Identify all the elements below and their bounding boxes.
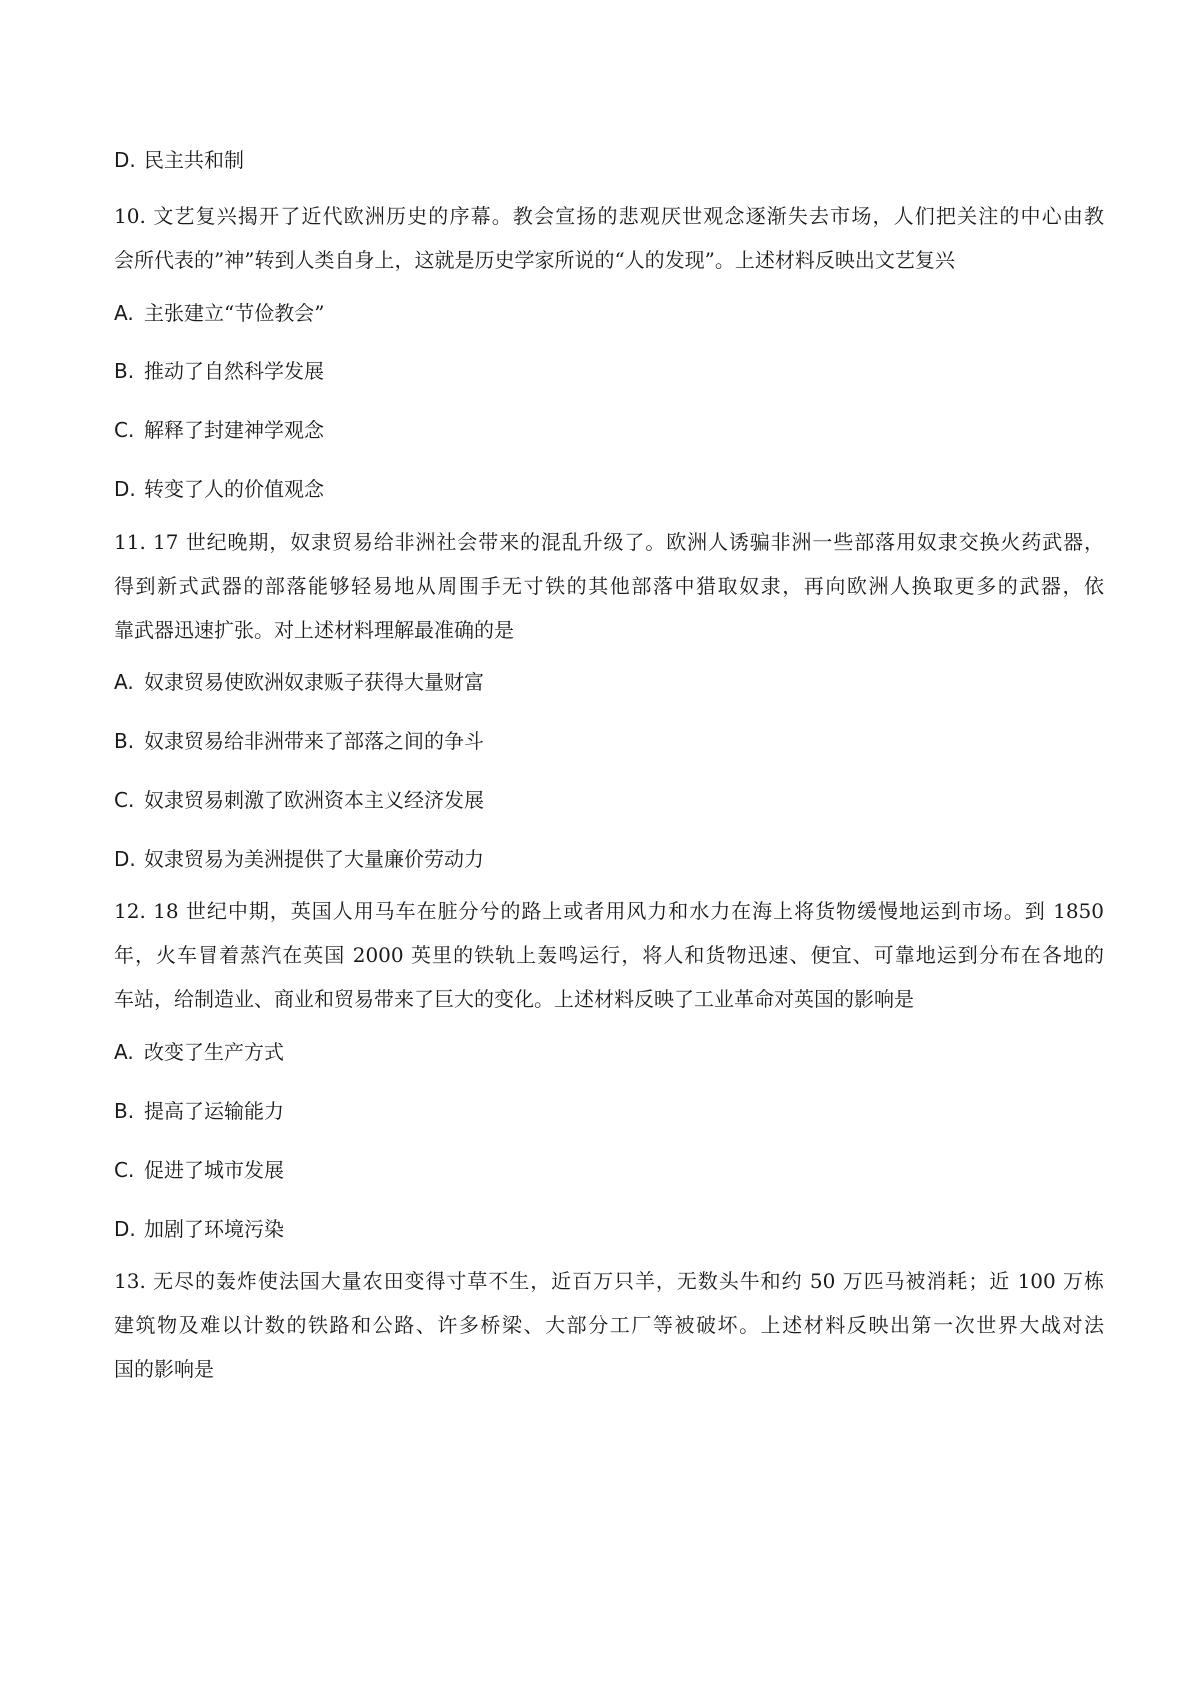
q12-option-c bbox=[114, 1156, 1104, 1184]
q10-option-b bbox=[114, 357, 1104, 385]
option-text: 提高了运输能力 bbox=[144, 1099, 284, 1123]
option-text: 奴隶贸易刺激了欧洲资本主义经济发展 bbox=[144, 788, 484, 812]
option-text: 促进了城市发展 bbox=[144, 1158, 284, 1182]
q10-option-a bbox=[114, 299, 1104, 327]
option-letter: C. bbox=[114, 418, 135, 442]
q11-option-c bbox=[114, 786, 1104, 814]
option-letter: B. bbox=[114, 359, 135, 383]
q12-option-b bbox=[114, 1097, 1104, 1125]
option-letter: A. bbox=[114, 1040, 134, 1064]
option-letter: C. bbox=[114, 1158, 135, 1182]
option-letter: A. bbox=[114, 670, 134, 694]
q11-option-a bbox=[114, 668, 1104, 696]
q10-stem-line-2: 会所代表的”神”转到人类自身上，这就是历史学家所说的“人的发现”。上述材料反映出文艺复兴 bbox=[114, 248, 955, 272]
q9-option-d bbox=[114, 146, 1104, 174]
q10-option-c bbox=[114, 416, 1104, 444]
q12-option-a bbox=[114, 1038, 1104, 1066]
q11-stem-line-1: 11. 17 世纪晚期，奴隶贸易给非洲社会带来的混乱升级了。欧洲人诱骗非洲一些部落用奴隶交换火药武器， bbox=[114, 530, 1104, 554]
q11-stem-line-3: 靠武器迅速扩张。对上述材料理解最准确的是 bbox=[114, 618, 514, 642]
q12-option-d bbox=[114, 1215, 1104, 1243]
q11-option-b bbox=[114, 727, 1104, 755]
q11-stem-line-2: 得到新式武器的部落能够轻易地从周围手无寸铁的其他部落中猎取奴隶，再向欧洲人换取更多的武器，依 bbox=[114, 574, 1104, 598]
option-letter: B. bbox=[114, 1099, 135, 1123]
option-text: 主张建立“节俭教会” bbox=[144, 301, 325, 325]
option-letter: B. bbox=[114, 729, 135, 753]
q13-stem-line-1: 13. 无尽的轰炸使法国大量农田变得寸草不生，近百万只羊，无数头牛和约 50 万匹马被消耗；近 100 万栋 bbox=[114, 1269, 1104, 1293]
option-letter: C. bbox=[114, 788, 135, 812]
q13-stem-line-3: 国的影响是 bbox=[114, 1357, 214, 1381]
q13-stem-line-2: 建筑物及难以计数的铁路和公路、许多桥梁、大部分工厂等被破坏。上述材料反映出第一次世界大战对法 bbox=[114, 1313, 1104, 1337]
option-letter: A. bbox=[114, 301, 134, 325]
q10-stem-line-1: 10. 文艺复兴揭开了近代欧洲历史的序幕。教会宣扬的悲观厌世观念逐渐失去市场，人们把关注的中心由教 bbox=[114, 204, 1104, 228]
q12-stem-line-2: 年，火车冒着蒸汽在英国 2000 英里的铁轨上轰鸣运行，将人和货物迅速、便宜、可靠地运到分布在各地的 bbox=[114, 943, 1104, 967]
option-text: 推动了自然科学发展 bbox=[144, 359, 324, 383]
option-text: 奴隶贸易为美洲提供了大量廉价劳动力 bbox=[144, 847, 484, 871]
option-text: 奴隶贸易使欧洲奴隶贩子获得大量财富 bbox=[144, 670, 484, 694]
option-text: 民主共和制 bbox=[144, 148, 244, 172]
option-letter: D. bbox=[114, 148, 136, 172]
option-letter: D. bbox=[114, 477, 136, 501]
option-text: 改变了生产方式 bbox=[144, 1040, 284, 1064]
q12-stem-line-1: 12. 18 世纪中期，英国人用马车在脏分兮的路上或者用风力和水力在海上将货物缓慢地运到市场。到 1850 bbox=[114, 899, 1104, 923]
option-text: 转变了人的价值观念 bbox=[144, 477, 324, 501]
q10-option-d bbox=[114, 475, 1104, 503]
option-text: 奴隶贸易给非洲带来了部落之间的争斗 bbox=[144, 729, 484, 753]
q12-stem-line-3: 车站，给制造业、商业和贸易带来了巨大的变化。上述材料反映了工业革命对英国的影响是 bbox=[114, 987, 914, 1011]
option-text: 加剧了环境污染 bbox=[144, 1217, 284, 1241]
option-letter: D. bbox=[114, 1217, 136, 1241]
q11-option-d bbox=[114, 845, 1104, 873]
option-letter: D. bbox=[114, 847, 136, 871]
option-text: 解释了封建神学观念 bbox=[144, 418, 324, 442]
